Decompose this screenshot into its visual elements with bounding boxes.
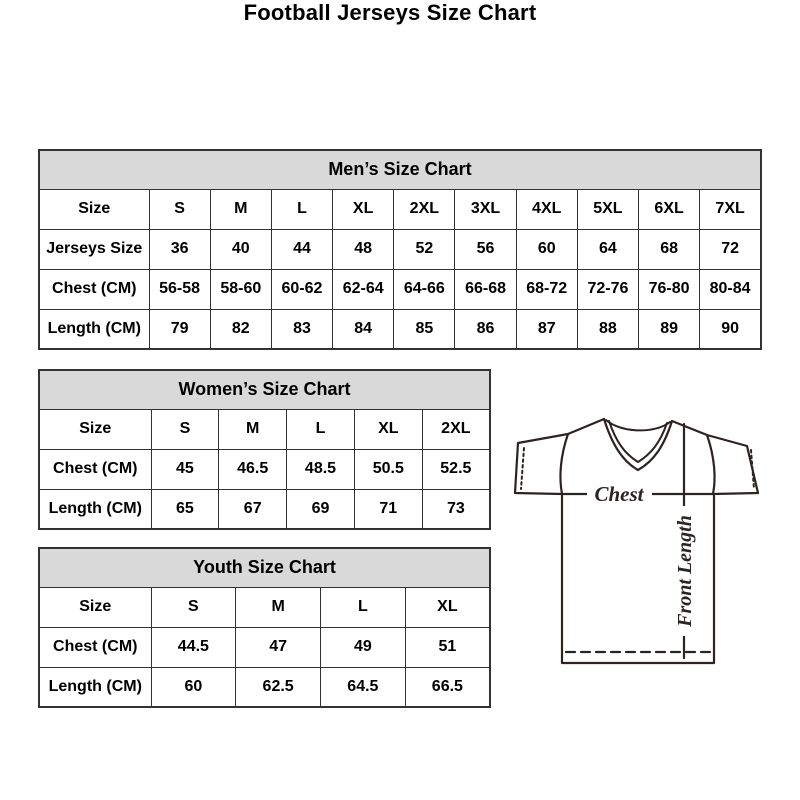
size-value-cell: M (236, 587, 321, 627)
size-value-cell: 68 (639, 229, 700, 269)
size-value-cell: 47 (236, 627, 321, 667)
size-value-cell: 60 (151, 667, 236, 707)
table-row (39, 587, 490, 627)
size-value-cell: S (149, 189, 210, 229)
size-value-cell: 6XL (639, 189, 700, 229)
row-label: Length (CM) (39, 309, 149, 349)
row-label: Chest (CM) (39, 269, 149, 309)
row-label: Length (CM) (39, 667, 151, 707)
size-value-cell: 67 (219, 489, 287, 529)
size-value-cell: 66-68 (455, 269, 516, 309)
front-length-label: Front Length (674, 515, 696, 627)
table-row (39, 667, 490, 707)
size-value-cell: 82 (210, 309, 271, 349)
mens-size-table (38, 149, 762, 350)
youth-size-table (38, 547, 491, 708)
row-label: Size (39, 587, 151, 627)
womens-table-title: Women’s Size Chart (39, 370, 490, 409)
youth-table-title: Youth Size Chart (39, 548, 490, 587)
table-caption-row (39, 370, 490, 409)
size-value-cell: 4XL (516, 189, 577, 229)
chest-label: Chest (594, 482, 644, 506)
table-row (39, 269, 761, 309)
page-title: Football Jerseys Size Chart (243, 0, 537, 25)
size-value-cell: 48 (333, 229, 394, 269)
size-value-cell: XL (405, 587, 490, 627)
size-value-cell: M (219, 409, 287, 449)
womens-size-table (38, 369, 491, 530)
table-row (39, 489, 490, 529)
table-row (39, 627, 490, 667)
left-cuff-stitch-line (521, 448, 524, 489)
size-value-cell: 69 (287, 489, 355, 529)
size-value-cell: 49 (321, 627, 406, 667)
size-value-cell: 85 (394, 309, 455, 349)
size-value-cell: 44.5 (151, 627, 236, 667)
size-value-cell: S (151, 409, 219, 449)
size-value-cell: 72-76 (577, 269, 638, 309)
size-value-cell: 36 (149, 229, 210, 269)
size-value-cell: 60 (516, 229, 577, 269)
size-value-cell: 62.5 (236, 667, 321, 707)
size-value-cell: L (271, 189, 332, 229)
table-row (39, 409, 490, 449)
size-value-cell: 52.5 (422, 449, 490, 489)
size-value-cell: 86 (455, 309, 516, 349)
size-value-cell: 5XL (577, 189, 638, 229)
size-value-cell: 83 (271, 309, 332, 349)
size-value-cell: 64 (577, 229, 638, 269)
right-sleeve-seam (707, 435, 715, 494)
size-value-cell: 46.5 (219, 449, 287, 489)
row-label: Length (CM) (39, 489, 151, 529)
mens-table-title: Men’s Size Chart (39, 150, 761, 189)
size-value-cell: L (321, 587, 406, 627)
size-value-cell: 60-62 (271, 269, 332, 309)
size-value-cell: S (151, 587, 236, 627)
collar-band-arc (606, 420, 670, 430)
size-value-cell: 40 (210, 229, 271, 269)
row-label: Size (39, 189, 149, 229)
size-value-cell: 52 (394, 229, 455, 269)
size-value-cell: 66.5 (405, 667, 490, 707)
size-value-cell: 68-72 (516, 269, 577, 309)
size-value-cell: 72 (700, 229, 761, 269)
size-value-cell: 89 (639, 309, 700, 349)
size-value-cell: L (287, 409, 355, 449)
size-value-cell: M (210, 189, 271, 229)
size-value-cell: 51 (405, 627, 490, 667)
size-value-cell: 56-58 (149, 269, 210, 309)
size-value-cell: 2XL (422, 409, 490, 449)
size-value-cell: 65 (151, 489, 219, 529)
size-value-cell: 45 (151, 449, 219, 489)
table-row (39, 229, 761, 269)
table-row (39, 449, 490, 489)
size-value-cell: 62-64 (333, 269, 394, 309)
table-row (39, 309, 761, 349)
size-value-cell: 87 (516, 309, 577, 349)
row-label: Size (39, 409, 151, 449)
size-value-cell: 71 (354, 489, 422, 529)
size-value-cell: XL (333, 189, 394, 229)
size-value-cell: 56 (455, 229, 516, 269)
size-value-cell: 73 (422, 489, 490, 529)
size-value-cell: 58-60 (210, 269, 271, 309)
row-label: Jerseys Size (39, 229, 149, 269)
size-value-cell: 50.5 (354, 449, 422, 489)
jersey-measurement-diagram (500, 402, 770, 672)
size-value-cell: 7XL (700, 189, 761, 229)
table-caption-row (39, 548, 490, 587)
size-value-cell: 48.5 (287, 449, 355, 489)
size-value-cell: 64-66 (394, 269, 455, 309)
size-value-cell: 44 (271, 229, 332, 269)
row-label: Chest (CM) (39, 449, 151, 489)
size-value-cell: 84 (333, 309, 394, 349)
table-caption-row (39, 150, 761, 189)
size-value-cell: 76-80 (639, 269, 700, 309)
size-value-cell: 2XL (394, 189, 455, 229)
size-value-cell: 79 (149, 309, 210, 349)
table-row (39, 189, 761, 229)
size-value-cell: 80-84 (700, 269, 761, 309)
size-value-cell: 3XL (455, 189, 516, 229)
jersey-outline (515, 419, 758, 663)
size-value-cell: 88 (577, 309, 638, 349)
size-value-cell: 90 (700, 309, 761, 349)
size-value-cell: XL (354, 409, 422, 449)
row-label: Chest (CM) (39, 627, 151, 667)
left-sleeve-seam (560, 434, 568, 494)
size-value-cell: 64.5 (321, 667, 406, 707)
